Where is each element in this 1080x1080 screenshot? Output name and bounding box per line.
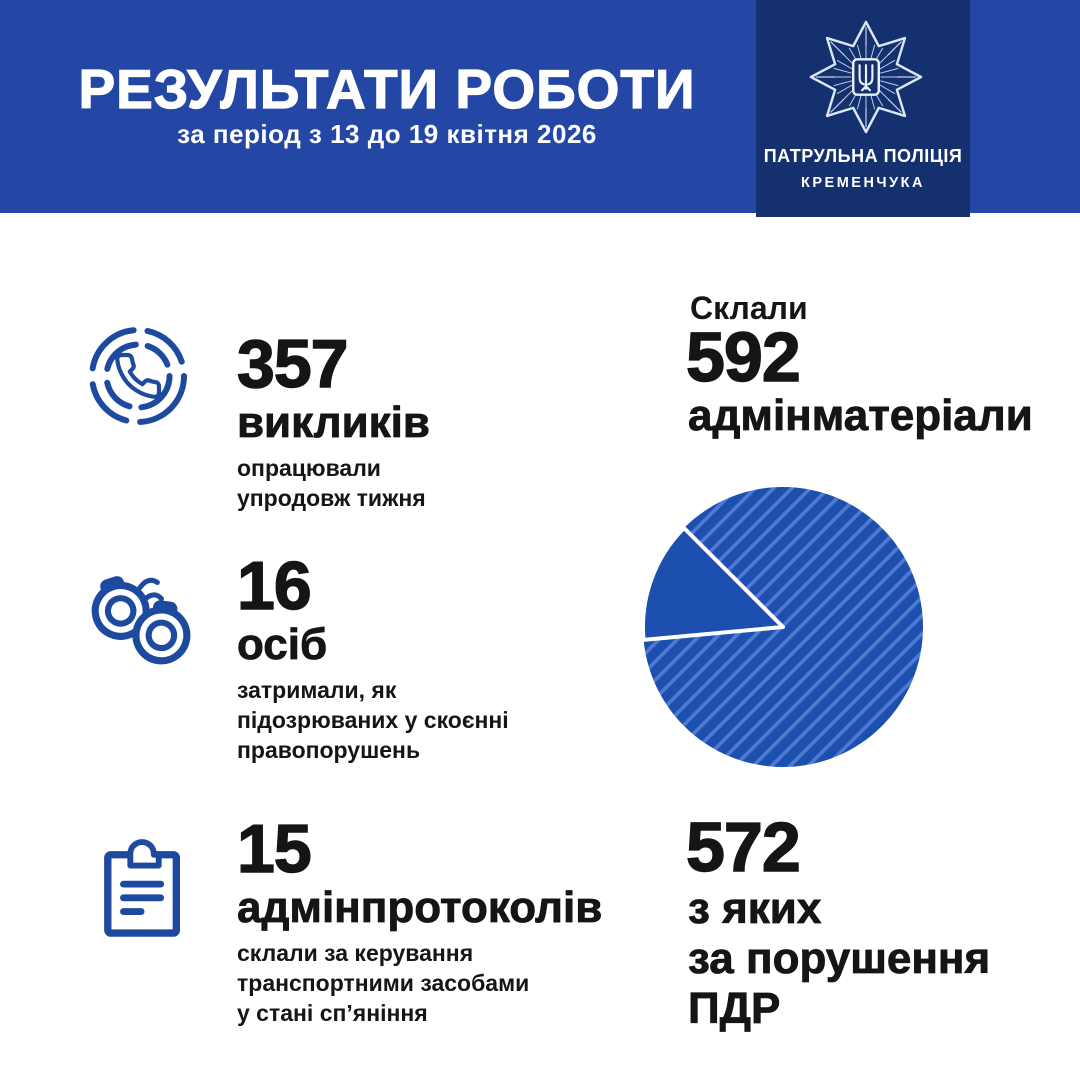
org-name: ПАТРУЛЬНА ПОЛІЦІЯ (763, 146, 963, 166)
admin-materials-prelabel: Склали (690, 290, 808, 326)
handcuffs-icon (82, 564, 196, 666)
stat-detained-label: осіб (237, 620, 328, 669)
admin-materials-pie-chart (640, 484, 926, 770)
clipboard-icon (98, 838, 192, 942)
admin-materials-value: 592 (686, 318, 800, 396)
stat-calls-value: 357 (237, 326, 348, 402)
stat-detained-value: 16 (237, 548, 311, 624)
stat-protocols (237, 811, 667, 1029)
traffic-violations-value: 572 (686, 808, 800, 886)
stat-detained-description: затримали, як підозрюваних у скоєнні правопорушень (237, 677, 509, 763)
stat-calls-label: викликів (237, 398, 430, 447)
stat-detained (237, 548, 667, 766)
police-star-badge-icon (807, 18, 925, 136)
stat-protocols-value: 15 (237, 811, 311, 887)
stat-protocols-label: адмінпротоколів (237, 883, 603, 932)
stat-calls-description: опрацювали упродовж тижня (237, 455, 426, 512)
stat-protocols-description: склали за керування транспортними засобами у стані сп’яніння (237, 940, 530, 1026)
phone-call-icon (88, 326, 188, 426)
police-logo-box (756, 0, 970, 217)
traffic-violations-label: з яких за порушення ПДР (688, 884, 991, 1033)
admin-materials-label: адмінматеріали (688, 391, 1033, 440)
stat-calls (237, 326, 667, 514)
org-city: КРЕМЕНЧУКА (801, 175, 925, 191)
page-title: РЕЗУЛЬТАТИ РОБОТИ (78, 58, 696, 120)
report-period: за період з 13 до 19 квітня 2026 (177, 119, 597, 149)
